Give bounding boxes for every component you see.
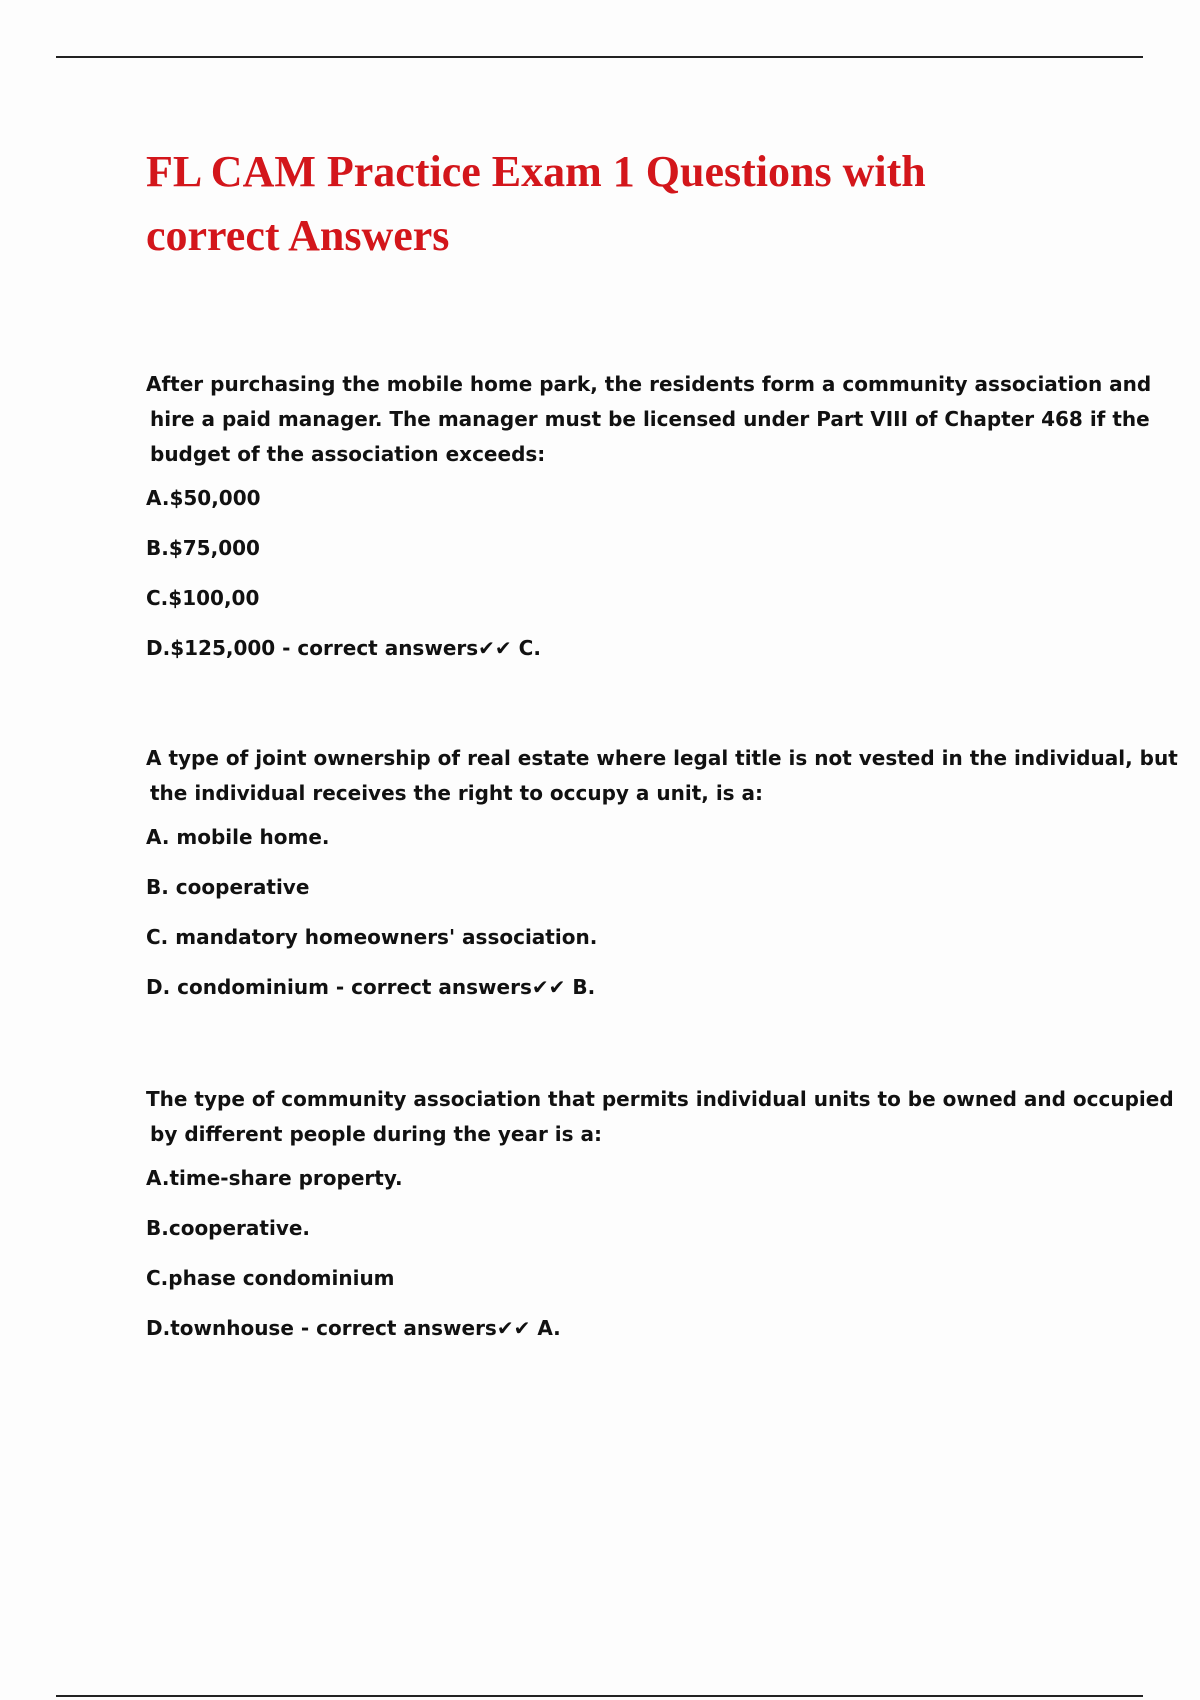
option-b: B.cooperative. xyxy=(146,1216,311,1240)
option-d-with-answer xyxy=(146,1315,1096,1341)
stem-line: The type of community association that permits individual units to be owned and occupied xyxy=(146,1087,1174,1111)
double-check-icon: ✔✔ xyxy=(531,975,566,999)
question-stem xyxy=(146,741,1178,811)
option-a: A.$50,000 xyxy=(146,486,261,510)
option-d-text: D. condominium - correct answers xyxy=(146,975,532,999)
document-title xyxy=(146,140,1096,268)
question-1 xyxy=(146,367,1152,661)
answer-options xyxy=(146,485,1096,661)
correct-answer: B. xyxy=(572,975,596,999)
answer-options xyxy=(146,824,1096,1000)
option-b: B.$75,000 xyxy=(146,536,260,560)
correct-answer: A. xyxy=(537,1316,561,1340)
title-line-1: FL CAM Practice Exam 1 Questions with xyxy=(146,147,926,196)
stem-line: After purchasing the mobile home park, the residents form a community association and xyxy=(146,372,1152,396)
document-header xyxy=(146,140,1096,268)
stem-line: hire a paid manager. The manager must be licensed under Part VIII of Chapter 468 if the xyxy=(150,407,1150,431)
option-c: C.phase condominium xyxy=(146,1266,395,1290)
top-rule xyxy=(56,56,1143,58)
stem-line: budget of the association exceeds: xyxy=(150,442,546,466)
option-d-text: D.townhouse - correct answers xyxy=(146,1316,497,1340)
option-d-with-answer xyxy=(146,635,1096,661)
option-a: A. mobile home. xyxy=(146,825,330,849)
option-d-text: D.$125,000 - correct answers xyxy=(146,636,479,660)
question-stem xyxy=(146,1082,1174,1152)
bottom-rule xyxy=(56,1695,1143,1697)
option-d-with-answer xyxy=(146,974,1096,1000)
double-check-icon: ✔✔ xyxy=(496,1316,531,1340)
option-a: A.time-share property. xyxy=(146,1166,403,1190)
question-2 xyxy=(146,741,1178,1000)
option-c: C. mandatory homeowners' association. xyxy=(146,925,598,949)
stem-line: by different people during the year is a: xyxy=(150,1122,603,1146)
option-b: B. cooperative xyxy=(146,875,310,899)
double-check-icon: ✔✔ xyxy=(478,636,512,660)
question-3 xyxy=(146,1082,1174,1341)
stem-line: the individual receives the right to occupy a unit, is a: xyxy=(150,781,764,805)
correct-answer: C. xyxy=(518,636,541,660)
option-c: C.$100,00 xyxy=(146,586,260,610)
title-line-2: correct Answers xyxy=(146,211,450,260)
answer-options xyxy=(146,1165,1096,1341)
question-stem xyxy=(146,367,1152,472)
stem-line: A type of joint ownership of real estate where legal title is not vested in the individual, but xyxy=(146,746,1178,770)
